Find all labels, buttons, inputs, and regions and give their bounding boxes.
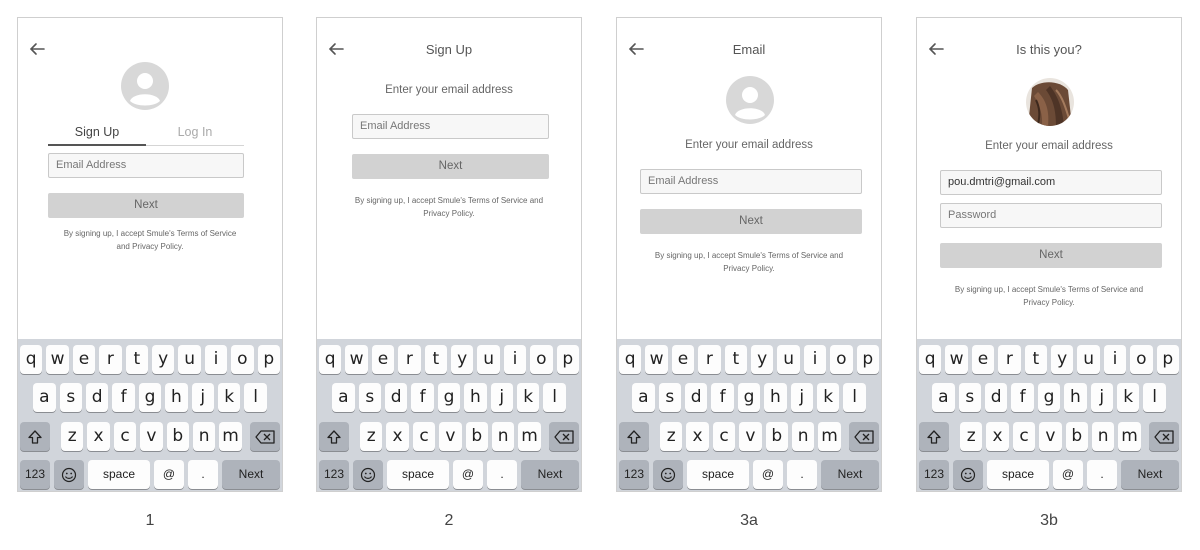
emoji-key[interactable] (353, 460, 383, 489)
keyboard-next-key[interactable]: Next (1121, 460, 1179, 489)
terms-line-2[interactable]: Privacy Policy. (723, 264, 775, 273)
key-n[interactable]: n (193, 422, 215, 451)
at-key[interactable]: @ (1053, 460, 1083, 489)
key-g[interactable]: g (738, 383, 760, 412)
at-key[interactable]: @ (453, 460, 483, 489)
key-h[interactable]: h (764, 383, 786, 412)
key-s[interactable]: s (60, 383, 82, 412)
backspace-icon (854, 430, 874, 444)
key-u[interactable]: u (777, 345, 799, 374)
numbers-key[interactable]: 123 (619, 460, 649, 489)
key-t[interactable]: t (725, 345, 747, 374)
key-k[interactable]: k (817, 383, 839, 412)
terms-text (917, 283, 1181, 309)
emoji-key[interactable] (54, 460, 84, 489)
key-f[interactable]: f (711, 383, 733, 412)
key-y[interactable]: y (1051, 345, 1073, 374)
key-k[interactable]: k (218, 383, 240, 412)
key-o[interactable]: o (830, 345, 852, 374)
email-field[interactable]: pou.dmtri@gmail.com (940, 170, 1162, 195)
keyboard (917, 339, 1181, 491)
key-l[interactable]: l (244, 383, 266, 412)
key-r[interactable]: r (398, 345, 420, 374)
key-j[interactable]: j (192, 383, 214, 412)
key-g[interactable]: g (438, 383, 460, 412)
terms-line-2[interactable]: Privacy Policy. (423, 209, 475, 218)
key-l[interactable]: l (543, 383, 565, 412)
key-d[interactable]: d (385, 383, 407, 412)
space-key[interactable]: space (687, 460, 749, 489)
keyboard (617, 339, 881, 491)
dot-key[interactable]: . (188, 460, 218, 489)
terms-line-2[interactable]: Privacy Policy. (1023, 298, 1075, 307)
page-title: Email (732, 42, 766, 57)
next-button[interactable]: Next (640, 209, 862, 234)
key-m[interactable]: m (518, 422, 540, 451)
key-s[interactable]: s (959, 383, 981, 412)
next-button[interactable]: Next (940, 243, 1162, 268)
key-w[interactable]: w (46, 345, 68, 374)
key-p[interactable]: p (857, 345, 879, 374)
back-arrow-icon[interactable] (28, 40, 46, 58)
key-h[interactable]: h (165, 383, 187, 412)
key-k[interactable]: k (517, 383, 539, 412)
password-field[interactable]: Password (940, 203, 1162, 228)
key-d[interactable]: d (685, 383, 707, 412)
key-f[interactable]: f (112, 383, 134, 412)
emoji-key[interactable] (953, 460, 983, 489)
key-i[interactable]: i (205, 345, 227, 374)
numbers-key[interactable]: 123 (919, 460, 949, 489)
key-l[interactable]: l (1143, 383, 1165, 412)
subtitle: Enter your email address (385, 84, 513, 96)
key-e[interactable]: e (672, 345, 694, 374)
keyboard-next-key[interactable]: Next (821, 460, 879, 489)
screen-caption: 2 (444, 512, 454, 529)
shift-icon (926, 429, 942, 445)
key-a[interactable]: a (932, 383, 954, 412)
page-title: Is this you? (1016, 42, 1082, 57)
keyboard (317, 339, 581, 491)
screen-caption: 3a (740, 512, 758, 529)
key-t[interactable]: t (1025, 345, 1047, 374)
key-f[interactable]: f (411, 383, 433, 412)
keyboard-next-key[interactable]: Next (521, 460, 579, 489)
key-h[interactable]: h (1064, 383, 1086, 412)
key-i[interactable]: i (504, 345, 526, 374)
key-z[interactable]: z (61, 422, 83, 451)
shift-icon (27, 429, 43, 445)
terms-text (617, 249, 881, 275)
dot-key[interactable]: . (1087, 460, 1117, 489)
key-k[interactable]: k (1117, 383, 1139, 412)
key-l[interactable]: l (843, 383, 865, 412)
terms-text (317, 194, 581, 220)
key-p[interactable]: p (1157, 345, 1179, 374)
tab-sign-up[interactable]: Sign Up (48, 125, 146, 146)
terms-line-2[interactable]: and Privacy Policy. (116, 242, 184, 251)
key-z[interactable]: z (660, 422, 682, 451)
screen-caption: 3b (1040, 512, 1058, 529)
key-r[interactable]: r (99, 345, 121, 374)
key-v[interactable]: v (140, 422, 162, 451)
avatar-placeholder-icon (726, 76, 774, 124)
key-n[interactable]: n (1092, 422, 1114, 451)
key-u[interactable]: u (178, 345, 200, 374)
key-j[interactable]: j (791, 383, 813, 412)
key-t[interactable]: t (126, 345, 148, 374)
key-p[interactable]: p (258, 345, 280, 374)
key-g[interactable]: g (139, 383, 161, 412)
email-field[interactable]: Email Address (48, 153, 244, 178)
key-c[interactable]: c (114, 422, 136, 451)
key-j[interactable]: j (491, 383, 513, 412)
numbers-key[interactable]: 123 (319, 460, 349, 489)
backspace-key[interactable] (250, 422, 280, 451)
key-o[interactable]: o (1130, 345, 1152, 374)
key-x[interactable]: x (686, 422, 708, 451)
emoji-key[interactable] (653, 460, 683, 489)
key-p[interactable]: p (557, 345, 579, 374)
key-r[interactable]: r (698, 345, 720, 374)
key-r[interactable]: r (998, 345, 1020, 374)
emoji-icon (360, 467, 376, 483)
shift-key[interactable] (619, 422, 649, 451)
key-n[interactable]: n (492, 422, 514, 451)
shift-key[interactable] (20, 422, 50, 451)
page-title: Sign Up (425, 42, 473, 57)
at-key[interactable]: @ (753, 460, 783, 489)
emoji-icon (61, 467, 77, 483)
tab-log-in[interactable]: Log In (177, 125, 213, 139)
key-d[interactable]: d (985, 383, 1007, 412)
screen-2 (316, 17, 582, 492)
space-key[interactable]: space (987, 460, 1049, 489)
key-y[interactable]: y (152, 345, 174, 374)
key-g[interactable]: g (1038, 383, 1060, 412)
auth-tabs (48, 125, 244, 146)
key-d[interactable]: d (86, 383, 108, 412)
key-x[interactable]: x (986, 422, 1008, 451)
key-z[interactable]: z (960, 422, 982, 451)
next-button[interactable]: Next (48, 193, 244, 218)
subtitle: Enter your email address (985, 140, 1113, 152)
dot-key[interactable]: . (487, 460, 517, 489)
key-c[interactable]: c (713, 422, 735, 451)
key-c[interactable]: c (413, 422, 435, 451)
key-s[interactable]: s (359, 383, 381, 412)
key-a[interactable]: a (33, 383, 55, 412)
at-key[interactable]: @ (154, 460, 184, 489)
key-w[interactable]: w (345, 345, 367, 374)
terms-line-1[interactable]: By signing up, I accept Smule's Terms of Service and (354, 196, 544, 205)
key-j[interactable]: j (1091, 383, 1113, 412)
key-f[interactable]: f (1011, 383, 1033, 412)
user-avatar (1026, 78, 1074, 126)
key-h[interactable]: h (464, 383, 486, 412)
key-w[interactable]: w (645, 345, 667, 374)
screen-3a (616, 17, 882, 492)
key-b[interactable]: b (466, 422, 488, 451)
key-v[interactable]: v (739, 422, 761, 451)
backspace-icon (255, 430, 275, 444)
key-o[interactable]: o (530, 345, 552, 374)
shift-icon (626, 429, 642, 445)
key-y[interactable]: y (751, 345, 773, 374)
key-c[interactable]: c (1013, 422, 1035, 451)
key-q[interactable]: q (20, 345, 42, 374)
space-key[interactable]: space (387, 460, 449, 489)
key-x[interactable]: x (386, 422, 408, 451)
dot-key[interactable]: . (787, 460, 817, 489)
key-b[interactable]: b (1066, 422, 1088, 451)
terms-text (18, 227, 282, 253)
emoji-icon (960, 467, 976, 483)
screen-caption: 1 (145, 512, 155, 529)
key-i[interactable]: i (804, 345, 826, 374)
key-q[interactable]: q (619, 345, 641, 374)
key-z[interactable]: z (360, 422, 382, 451)
avatar-placeholder-icon (121, 62, 169, 110)
screen-3b (916, 17, 1182, 492)
key-q[interactable]: q (919, 345, 941, 374)
key-t[interactable]: t (425, 345, 447, 374)
key-a[interactable]: a (332, 383, 354, 412)
key-m[interactable]: m (818, 422, 840, 451)
key-m[interactable]: m (1118, 422, 1140, 451)
shift-icon (326, 429, 342, 445)
key-u[interactable]: u (477, 345, 499, 374)
terms-line-1[interactable]: By signing up, I accept Smule's Terms of Service (63, 229, 237, 238)
key-q[interactable]: q (319, 345, 341, 374)
key-v[interactable]: v (439, 422, 461, 451)
shift-key[interactable] (319, 422, 349, 451)
shift-key[interactable] (919, 422, 949, 451)
key-u[interactable]: u (1077, 345, 1099, 374)
key-e[interactable]: e (972, 345, 994, 374)
space-key[interactable]: space (88, 460, 150, 489)
key-m[interactable]: m (219, 422, 241, 451)
numbers-key[interactable]: 123 (20, 460, 50, 489)
email-field[interactable]: Email Address (640, 169, 862, 194)
key-w[interactable]: w (945, 345, 967, 374)
emoji-icon (660, 467, 676, 483)
key-i[interactable]: i (1104, 345, 1126, 374)
backspace-icon (554, 430, 574, 444)
subtitle: Enter your email address (685, 139, 813, 151)
key-s[interactable]: s (659, 383, 681, 412)
terms-line-1[interactable]: By signing up, I accept Smule's Terms of Service and (954, 285, 1144, 294)
key-e[interactable]: e (372, 345, 394, 374)
keyboard-next-key[interactable]: Next (222, 460, 280, 489)
backspace-icon (1154, 430, 1174, 444)
backspace-key[interactable] (549, 422, 579, 451)
key-e[interactable]: e (73, 345, 95, 374)
key-a[interactable]: a (632, 383, 654, 412)
terms-line-1[interactable]: By signing up, I accept Smule's Terms of Service and (654, 251, 844, 260)
key-b[interactable]: b (766, 422, 788, 451)
key-v[interactable]: v (1039, 422, 1061, 451)
key-x[interactable]: x (87, 422, 109, 451)
key-o[interactable]: o (231, 345, 253, 374)
key-b[interactable]: b (167, 422, 189, 451)
next-button[interactable]: Next (352, 154, 549, 179)
keyboard (18, 339, 282, 491)
backspace-key[interactable] (1149, 422, 1179, 451)
key-y[interactable]: y (451, 345, 473, 374)
backspace-key[interactable] (849, 422, 879, 451)
screen-1 (17, 17, 283, 492)
key-n[interactable]: n (792, 422, 814, 451)
email-field[interactable]: Email Address (352, 114, 549, 139)
